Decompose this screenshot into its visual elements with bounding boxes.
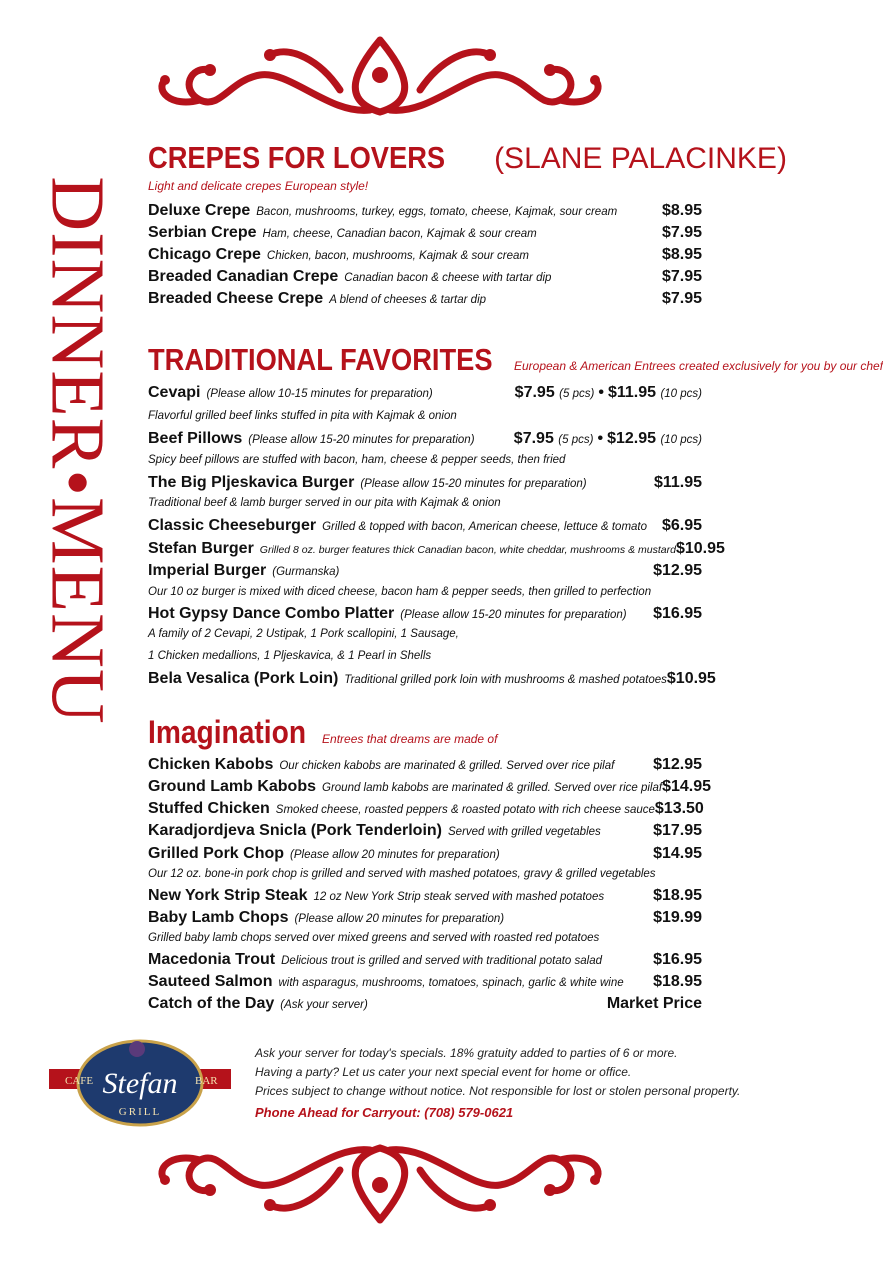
item-note: (Gurmanska) [272, 566, 340, 578]
item-price: $12.95 [653, 756, 702, 773]
grapes-icon [129, 1041, 145, 1057]
item-price: $7.95 [661, 290, 702, 307]
crepes-title: CREPES FOR LOVERS [148, 140, 446, 175]
item-price: $19.99 [653, 909, 702, 926]
item-price: $10.95 [675, 540, 725, 557]
item-name: Chicago Crepe [148, 246, 261, 263]
item-name: Breaded Canadian Crepe [148, 268, 339, 285]
item-desc: Spicy beef pillows are stuffed with bacon, ham, cheese & pepper seeds, then fried [148, 454, 566, 466]
menu-item [148, 778, 711, 800]
item-desc: Served with grilled vegetables [448, 826, 601, 838]
menu-item [148, 756, 702, 778]
logo-bar: BAR [195, 1075, 218, 1087]
item-note: (Please allow 15-20 minutes for preparation) [360, 478, 587, 490]
item-desc: Bacon, mushrooms, turkey, eggs, tomato, cheese, Kajmak, sour cream [256, 206, 618, 218]
logo-stefan: Stefan [102, 1067, 178, 1100]
item-name: Baby Lamb Chops [148, 909, 289, 926]
price-5: $7.95 [513, 430, 554, 447]
item-price [514, 430, 702, 448]
item-desc: Our 10 oz burger is mixed with diced cheese, bacon ham & pepper seeds, then grilled to perfection [148, 586, 652, 598]
crepes-heading [148, 140, 787, 176]
item-name: Stuffed Chicken [148, 800, 270, 817]
item-name: Stefan Burger [148, 540, 254, 557]
menu-item [148, 951, 702, 973]
item-desc: Grilled 8 oz. burger features thick Canadian bacon, white cheddar, mushrooms & mustard [259, 544, 676, 556]
top-ornament [140, 30, 620, 120]
item-name: Beef Pillows [148, 430, 243, 447]
item-name: New York Strip Steak [148, 887, 308, 904]
item-price: $7.95 [661, 224, 702, 241]
traditional-subtitle: European & American Entrees created exclusively for you by our chef [513, 359, 883, 373]
logo-grill: GRILL [118, 1106, 162, 1118]
item-price: $16.95 [653, 605, 702, 622]
traditional-heading [148, 342, 883, 378]
item-price: $17.95 [653, 822, 702, 839]
pcs-10: (10 pcs) [660, 388, 702, 400]
item-price: $18.95 [653, 973, 702, 990]
item-name: Macedonia Trout [148, 951, 276, 968]
price-5: $7.95 [514, 384, 555, 401]
menu-item-cevapi [148, 384, 702, 406]
footer-notes [255, 1044, 740, 1101]
item-name: Ground Lamb Kabobs [148, 778, 316, 795]
item-desc: Ground lamb kabobs are marinated & grilled. Served over rice pilaf [322, 782, 663, 794]
item-price: $7.95 [661, 268, 702, 285]
traditional-title: TRADITIONAL FAVORITES [148, 342, 493, 377]
item-desc: Canadian bacon & cheese with tartar dip [344, 272, 552, 284]
menu-item-bela [148, 670, 716, 692]
bullet-separator: • [598, 384, 604, 401]
item-desc: Ham, cheese, Canadian bacon, Kajmak & sour cream [262, 228, 537, 240]
item-desc: Traditional beef & lamb burger served in our pita with Kajmak & onion [148, 497, 501, 509]
pcs-5: (5 pcs) [559, 388, 595, 400]
menu-item [148, 800, 702, 822]
item-desc: Flavorful grilled beef links stuffed in pita with Kajmak & onion [148, 410, 457, 422]
footer-line: Prices subject to change without notice. Not responsible for lost or stolen personal property. [255, 1084, 741, 1098]
menu-item-gypsy [148, 605, 702, 627]
item-note: (Please allow 15-20 minutes for preparation) [400, 609, 627, 621]
item-name: Karadjordjeva Snicla (Pork Tenderloin) [148, 822, 442, 839]
item-desc: A blend of cheeses & tartar dip [329, 294, 487, 306]
item-note: (Please allow 20 minutes for preparation) [294, 913, 505, 925]
menu-item [148, 887, 702, 909]
item-name: Catch of the Day [148, 995, 275, 1012]
item-desc: A family of 2 Cevapi, 2 Ustipak, 1 Pork scallopini, 1 Sausage, [148, 628, 459, 640]
item-name: Chicken Kabobs [148, 756, 274, 773]
logo-cafe: CAFE [65, 1075, 94, 1087]
menu-item-classic [148, 517, 702, 539]
item-name: Deluxe Crepe [148, 202, 251, 219]
item-name: Classic Cheeseburger [148, 517, 317, 534]
imagination-heading [148, 714, 497, 751]
crepes-title-light: (SLANE PALACINKE) [494, 142, 787, 175]
item-name: Bela Vesalica (Pork Loin) [148, 670, 339, 687]
item-name: Grilled Pork Chop [148, 845, 285, 862]
price-10: $11.95 [607, 384, 656, 401]
dinner-menu-vertical-title [32, 140, 122, 760]
item-price: $8.95 [661, 246, 702, 263]
item-desc: Grilled & topped with bacon, American cheese, lettuce & tomato [322, 521, 648, 533]
menu-item [148, 246, 702, 268]
item-note: (Ask your server) [280, 999, 368, 1011]
bottom-ornament [140, 1140, 620, 1230]
item-price: $18.95 [653, 887, 702, 904]
menu-item-stefan [148, 540, 725, 562]
item-name: Breaded Cheese Crepe [148, 290, 324, 307]
menu-item [148, 973, 702, 995]
item-desc: Our chicken kabobs are marinated & grilled. Served over rice pilaf [279, 760, 615, 772]
item-note: (Please allow 10-15 minutes for preparation) [206, 388, 433, 400]
menu-item [148, 202, 702, 224]
item-price: $6.95 [661, 517, 702, 534]
item-name: Imperial Burger [148, 562, 267, 579]
item-desc: Delicious trout is grilled and served with traditional potato salad [281, 955, 603, 967]
bullet-separator: • [597, 430, 604, 447]
item-note: (Please allow 20 minutes for preparation) [290, 849, 500, 861]
item-price: $13.50 [654, 800, 704, 817]
item-price: $16.95 [653, 951, 702, 968]
footer-line: Having a party? Let us cater your next special event for home or office. [255, 1065, 632, 1079]
item-price: $14.95 [653, 845, 702, 862]
item-desc-cont: 1 Chicken medallions, 1 Pljeskavica, & 1 Pearl in Shells [148, 650, 432, 662]
item-desc: Traditional grilled pork loin with mushrooms & mashed potatoes [344, 674, 667, 686]
menu-item-imperial [148, 562, 702, 584]
item-price: $14.95 [662, 778, 711, 795]
imagination-subtitle: Entrees that dreams are made of [322, 732, 498, 746]
menu-item [148, 909, 702, 931]
item-desc: Chicken, bacon, mushrooms, Kajmak & sour cream [266, 250, 529, 262]
menu-item [148, 224, 702, 246]
menu-item [148, 268, 702, 290]
stefan-grill-logo [45, 1035, 235, 1131]
item-price: $11.95 [653, 474, 702, 491]
item-price: $8.95 [661, 202, 702, 219]
item-price: $10.95 [666, 670, 716, 687]
item-desc: Grilled baby lamb chops served over mixed greens and served with roasted red potatoes [148, 932, 600, 944]
imagination-title: Imagination [148, 714, 307, 750]
pcs-5: (5 pcs) [558, 434, 594, 446]
item-desc: 12 oz New York Strip steak served with mashed potatoes [313, 891, 605, 903]
item-note: (Please allow 15-20 minutes for preparation) [248, 434, 475, 446]
item-desc: Our 12 oz. bone-in pork chop is grilled and served with mashed potatoes, gravy & grilled vegetables [148, 868, 656, 880]
item-name: Serbian Crepe [148, 224, 257, 241]
price-10: $12.95 [607, 430, 656, 447]
item-name: Sauteed Salmon [148, 973, 273, 990]
menu-item [148, 845, 702, 867]
menu-item [148, 290, 702, 312]
item-desc: with asparagus, mushrooms, tomatoes, spinach, garlic & white wine [278, 977, 624, 989]
item-desc: Smoked cheese, roasted peppers & roasted potato with rich cheese sauce [275, 804, 655, 816]
item-price: $12.95 [653, 562, 702, 579]
menu-item-big-burger [148, 474, 702, 496]
carryout-phone: Phone Ahead for Carryout: (708) 579-0621 [255, 1105, 514, 1120]
crepes-subtitle: Light and delicate crepes European style! [148, 179, 369, 193]
item-name: Cevapi [148, 384, 201, 401]
item-price: Market Price [606, 995, 702, 1012]
item-name: Hot Gypsy Dance Combo Platter [148, 605, 395, 622]
item-name: The Big Pljeskavica Burger [148, 474, 355, 491]
menu-item [148, 995, 702, 1017]
side-title: DINNER•MENU [35, 175, 120, 725]
menu-item [148, 822, 702, 844]
pcs-10: (10 pcs) [660, 434, 702, 446]
menu-item-beef-pillows [148, 430, 702, 452]
item-price [515, 384, 702, 402]
footer-line: Ask your server for today's specials. 18% gratuity added to parties of 6 or more. [255, 1046, 678, 1060]
